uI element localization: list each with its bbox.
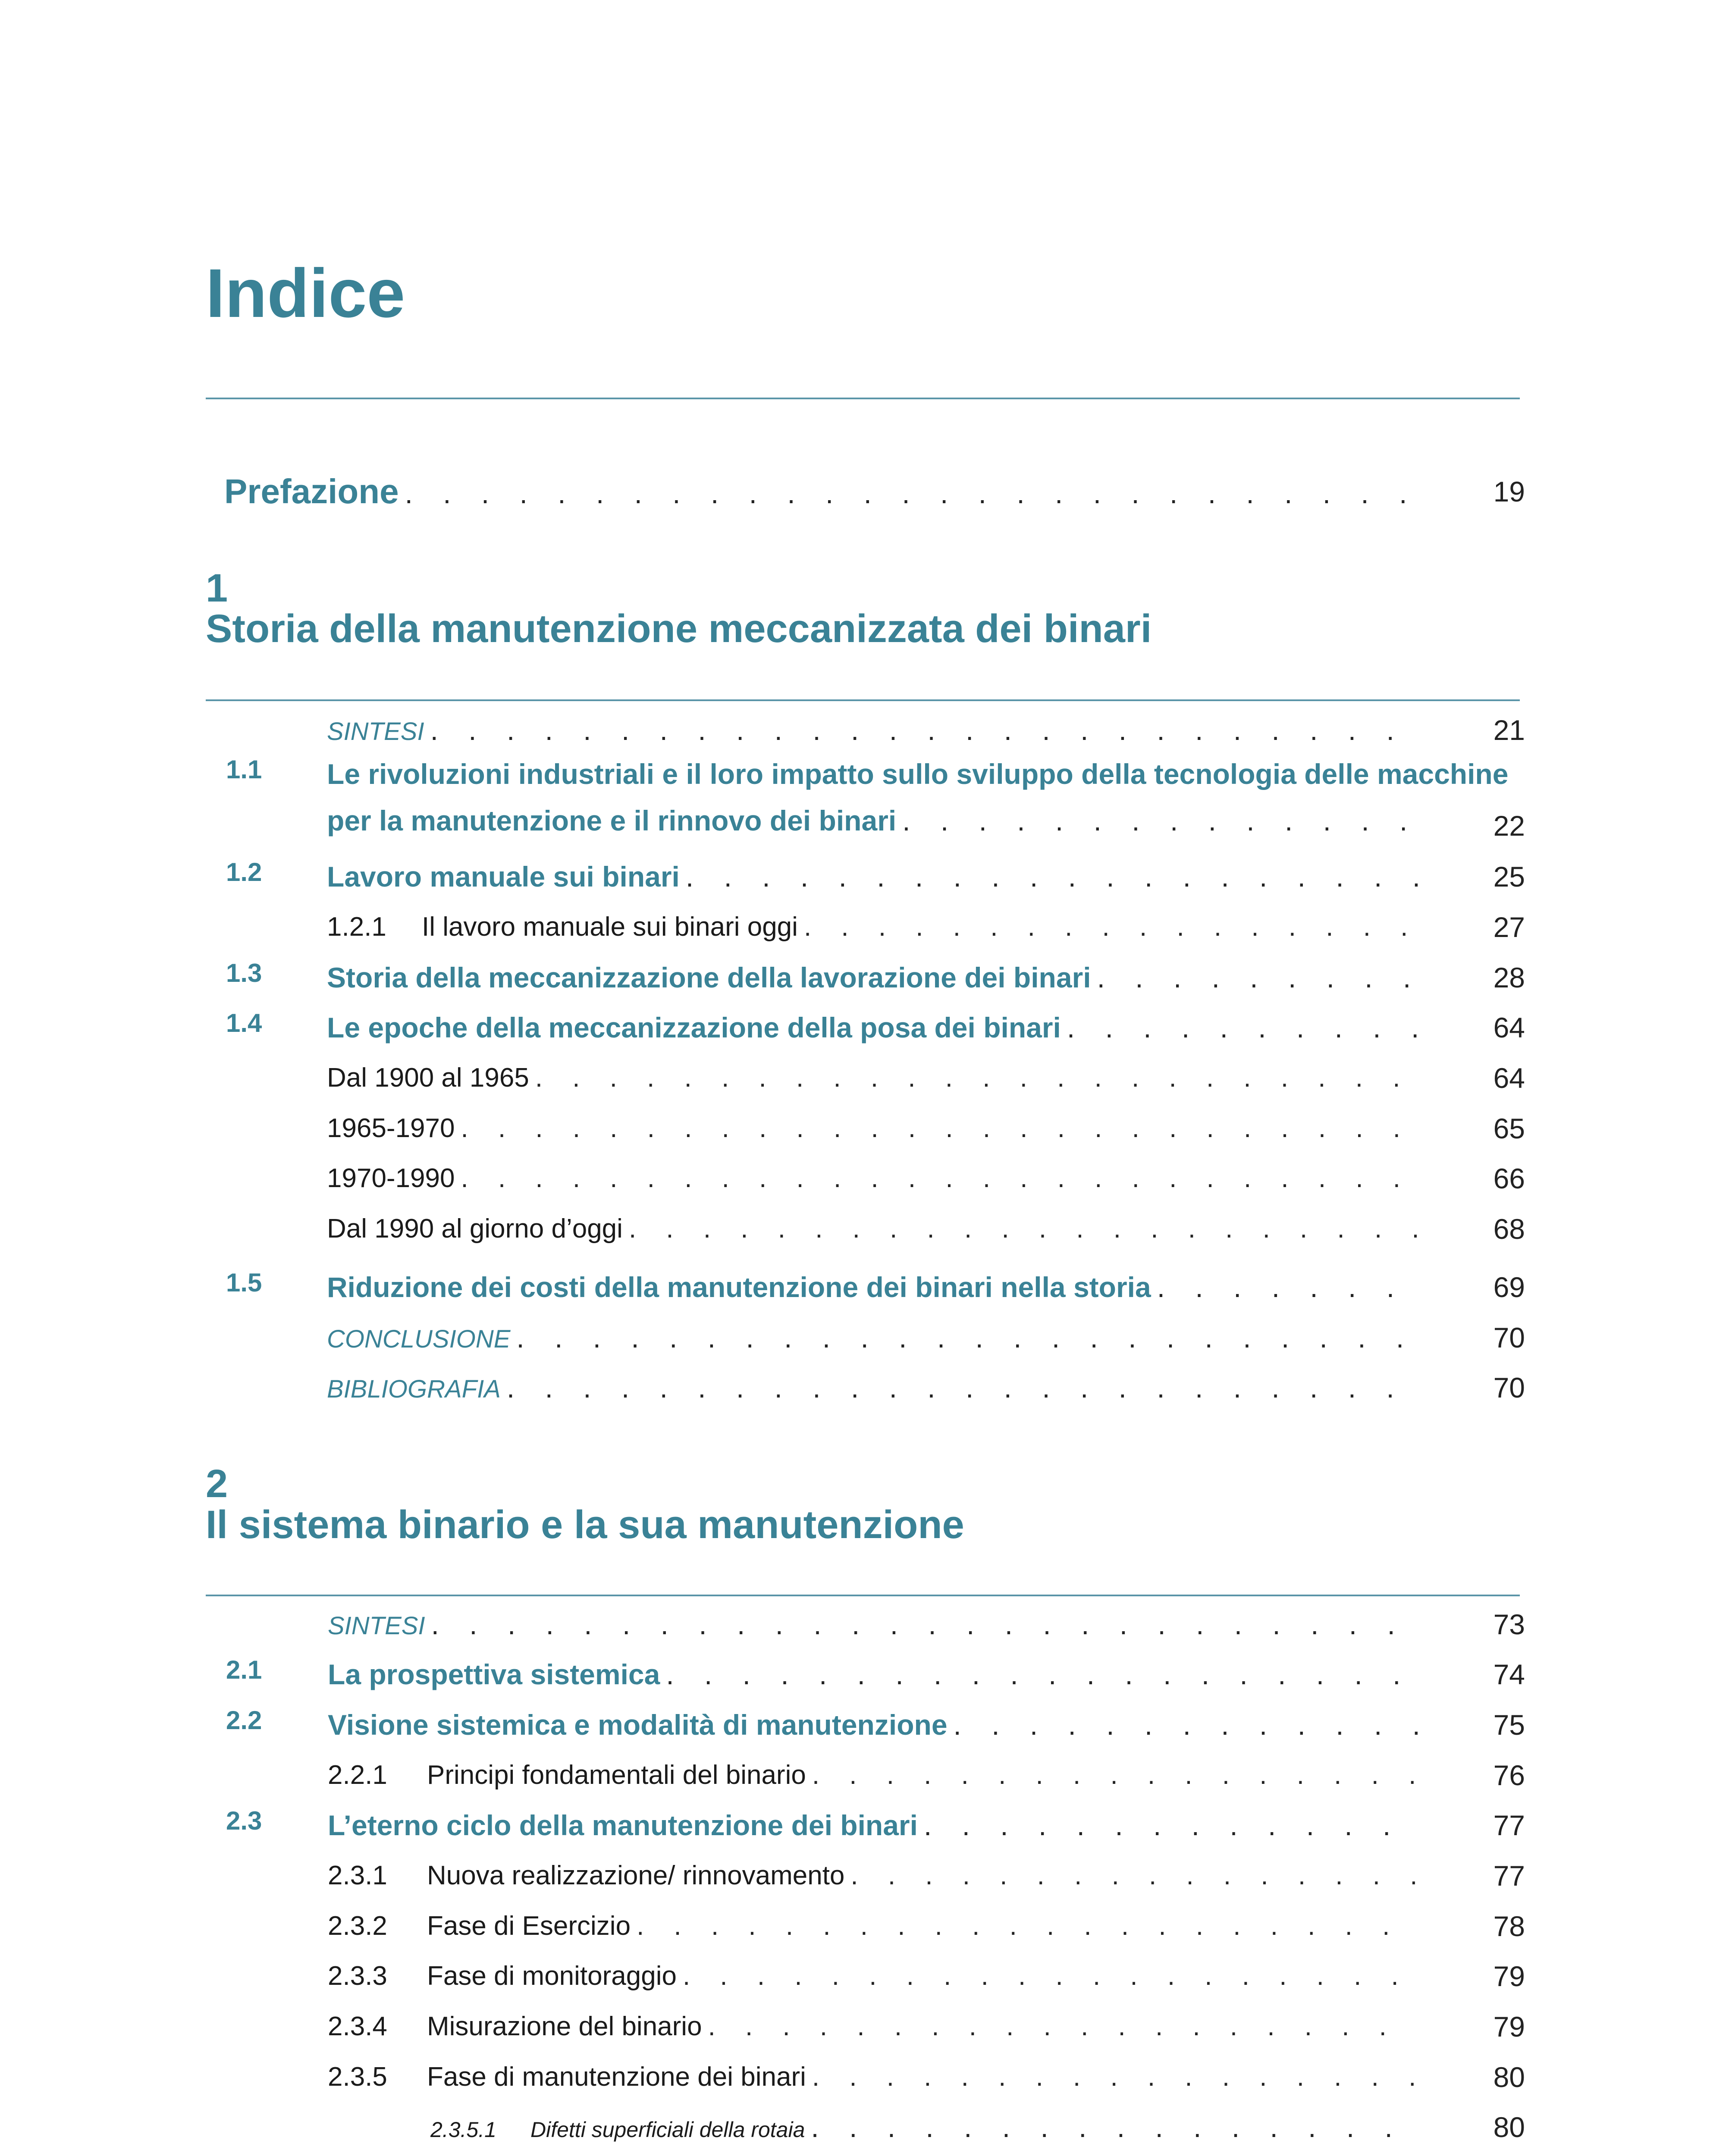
toc-page-number: 74 bbox=[1493, 1658, 1525, 1690]
toc-page-number: 19 bbox=[1493, 476, 1525, 508]
toc-page-number: 70 bbox=[1493, 1372, 1525, 1404]
chapter-divider bbox=[206, 699, 1520, 701]
dot-leader bbox=[1061, 1008, 1418, 1047]
title-divider bbox=[206, 398, 1520, 399]
dot-leader bbox=[680, 857, 1418, 896]
toc-entry[interactable] bbox=[0, 1806, 1732, 1845]
toc-entry[interactable] bbox=[0, 1159, 1732, 1198]
dot-leader bbox=[806, 2058, 1418, 2096]
toc-entry-label: La prospettiva sistemica bbox=[328, 1658, 660, 1690]
toc-entry-label: SINTESI bbox=[328, 1612, 425, 1640]
dot-leader bbox=[425, 1605, 1418, 1644]
section-number: 1.2.1 bbox=[327, 912, 386, 942]
section-number: 2.3.4 bbox=[328, 2012, 387, 2041]
dot-leader bbox=[702, 2007, 1418, 2046]
toc-entry-label: Storia della meccanizzazione della lavorazione dei binari bbox=[327, 962, 1091, 993]
section-number: 1.3 bbox=[226, 959, 262, 987]
toc-entry-label: 1965-1970 bbox=[327, 1113, 455, 1143]
toc-page-number: 68 bbox=[1493, 1213, 1525, 1245]
toc-entry-label: Il lavoro manuale sui binari oggi bbox=[422, 912, 798, 942]
toc-page-number: 79 bbox=[1493, 1960, 1525, 1992]
toc-entry-label: Dal 1990 al giorno d’oggi bbox=[327, 1214, 623, 1244]
chapter-number: 2 bbox=[206, 1462, 228, 1506]
toc-entry-label: Riduzione dei costi della manutenzione dei binari nella storia bbox=[327, 1271, 1151, 1303]
toc-entry[interactable] bbox=[0, 1756, 1732, 1795]
toc-entry[interactable] bbox=[0, 958, 1732, 997]
toc-page-number: 25 bbox=[1493, 861, 1525, 893]
section-number: 2.3 bbox=[226, 1806, 262, 1835]
toc-entry[interactable] bbox=[0, 1957, 1732, 1996]
toc-page-number: 75 bbox=[1493, 1709, 1525, 1741]
toc-entry[interactable] bbox=[0, 1109, 1732, 1148]
section-number: 1.5 bbox=[226, 1268, 262, 1297]
dot-leader bbox=[510, 1318, 1418, 1357]
toc-entry[interactable] bbox=[0, 1605, 1732, 1644]
toc-entry[interactable] bbox=[0, 1210, 1732, 1248]
section-number: 2.3.3 bbox=[328, 1961, 387, 1991]
dot-leader bbox=[424, 711, 1418, 749]
toc-entry[interactable] bbox=[0, 2108, 1732, 2147]
dot-leader bbox=[623, 1210, 1418, 1248]
toc-entry-label: Difetti superficiali della rotaia bbox=[530, 2118, 805, 2142]
toc-page-number: 80 bbox=[1493, 2061, 1525, 2093]
chapter-number: 1 bbox=[206, 566, 228, 610]
toc-entry-label: Visione sistemica e modalità di manutenzione bbox=[328, 1709, 948, 1741]
toc-page-number: 64 bbox=[1493, 1062, 1525, 1094]
toc-page-number: 73 bbox=[1493, 1608, 1525, 1640]
toc-entry-label: Fase di Esercizio bbox=[427, 1911, 631, 1941]
section-number: 1.1 bbox=[226, 755, 262, 784]
toc-entry-label: Fase di monitoraggio bbox=[427, 1961, 677, 1991]
dot-leader bbox=[948, 1705, 1418, 1744]
toc-page-number: 28 bbox=[1493, 962, 1525, 993]
toc-entry[interactable] bbox=[0, 1059, 1732, 1097]
toc-entry[interactable] bbox=[0, 1856, 1732, 1895]
toc-entry[interactable] bbox=[0, 2007, 1732, 2046]
toc-entry-label: Lavoro manuale sui binari bbox=[327, 861, 680, 893]
toc-entry[interactable] bbox=[0, 908, 1732, 946]
section-number: 2.3.2 bbox=[328, 1911, 387, 1941]
dot-leader bbox=[677, 1957, 1418, 1996]
toc-entry[interactable] bbox=[0, 1705, 1732, 1744]
dot-leader bbox=[455, 1159, 1418, 1198]
toc-entry[interactable] bbox=[0, 711, 1732, 749]
toc-page-number: 70 bbox=[1493, 1322, 1525, 1354]
dot-leader bbox=[798, 908, 1418, 946]
section-number: 2.2 bbox=[226, 1706, 262, 1735]
toc-entry[interactable] bbox=[0, 1318, 1732, 1357]
toc-page-number: 76 bbox=[1493, 1759, 1525, 1791]
toc-entry[interactable] bbox=[0, 857, 1732, 896]
toc-entry-label: Misurazione del binario bbox=[427, 2012, 702, 2041]
dot-leader bbox=[896, 801, 1418, 840]
chapter-title: Storia della manutenzione meccanizzata dei binari bbox=[206, 607, 1152, 651]
section-number: 2.3.5 bbox=[328, 2062, 387, 2092]
toc-entry-label: L’eterno ciclo della manutenzione dei binari bbox=[328, 1809, 918, 1841]
dot-leader bbox=[805, 2108, 1418, 2147]
section-number: 2.3.5.1 bbox=[430, 2118, 496, 2142]
toc-entry-prefazione[interactable] bbox=[0, 472, 1732, 511]
toc-entry-label: Dal 1900 al 1965 bbox=[327, 1063, 529, 1093]
toc-page-number: 66 bbox=[1493, 1163, 1525, 1194]
dot-leader bbox=[529, 1059, 1418, 1097]
dot-leader bbox=[631, 1907, 1418, 1946]
toc-entry[interactable] bbox=[0, 1368, 1732, 1407]
toc-entry[interactable] bbox=[0, 2058, 1732, 2096]
toc-entry-label: Principi fondamentali del binario bbox=[427, 1760, 806, 1790]
toc-entry[interactable] bbox=[0, 1907, 1732, 1946]
toc-entry[interactable] bbox=[0, 755, 1732, 841]
toc-entry-label: CONCLUSIONE bbox=[327, 1325, 511, 1353]
toc-entry[interactable] bbox=[0, 1268, 1732, 1307]
dot-leader bbox=[1091, 958, 1418, 997]
toc-entry-label: Fase di manutenzione dei binari bbox=[427, 2062, 806, 2092]
toc-page-number: 78 bbox=[1493, 1910, 1525, 1942]
toc-page-number: 80 bbox=[1493, 2111, 1525, 2143]
toc-entry-label-line1: Le rivoluzioni industriali e il loro impatto sullo sviluppo della tecnologia delle macchine bbox=[327, 758, 1509, 790]
section-number: 2.2.1 bbox=[328, 1760, 387, 1790]
toc-page-number: 27 bbox=[1493, 911, 1525, 943]
toc-entry-label: Le epoche della meccanizzazione della posa dei binari bbox=[327, 1012, 1061, 1044]
toc-page-number: 77 bbox=[1493, 1860, 1525, 1892]
dot-leader bbox=[806, 1756, 1418, 1795]
dot-leader bbox=[501, 1368, 1418, 1407]
toc-page-number: 22 bbox=[1493, 810, 1525, 842]
chapter-divider bbox=[206, 1595, 1520, 1596]
toc-entry[interactable] bbox=[0, 1008, 1732, 1047]
toc-page-number: 64 bbox=[1493, 1012, 1525, 1044]
section-number: 2.1 bbox=[226, 1655, 262, 1684]
toc-entry[interactable] bbox=[0, 1655, 1732, 1694]
toc-page-number: 21 bbox=[1493, 714, 1525, 746]
section-number: 2.3.1 bbox=[328, 1861, 387, 1890]
toc-page-number: 69 bbox=[1493, 1271, 1525, 1303]
dot-leader bbox=[399, 474, 1418, 513]
dot-leader bbox=[844, 1856, 1418, 1895]
toc-page-number: 77 bbox=[1493, 1809, 1525, 1841]
section-number: 1.4 bbox=[226, 1009, 262, 1037]
dot-leader bbox=[455, 1109, 1418, 1148]
toc-entry-label: SINTESI bbox=[327, 718, 424, 746]
toc-entry-label: per la manutenzione e il rinnovo dei binari bbox=[327, 805, 897, 837]
dot-leader bbox=[660, 1655, 1418, 1694]
dot-leader bbox=[918, 1806, 1418, 1845]
dot-leader bbox=[1151, 1268, 1418, 1307]
toc-entry-label: Nuova realizzazione/ rinnovamento bbox=[427, 1861, 845, 1890]
toc-page-number: 65 bbox=[1493, 1112, 1525, 1144]
section-number: 1.2 bbox=[226, 858, 262, 887]
toc-entry-label: BIBLIOGRAFIA bbox=[327, 1375, 501, 1403]
chapter-title: Il sistema binario e la sua manutenzione bbox=[206, 1503, 964, 1547]
toc-page-number: 79 bbox=[1493, 2011, 1525, 2043]
page-title: Indice bbox=[206, 254, 405, 332]
toc-entry-label: 1970-1990 bbox=[327, 1163, 455, 1193]
toc-entry-label: Prefazione bbox=[224, 472, 399, 511]
